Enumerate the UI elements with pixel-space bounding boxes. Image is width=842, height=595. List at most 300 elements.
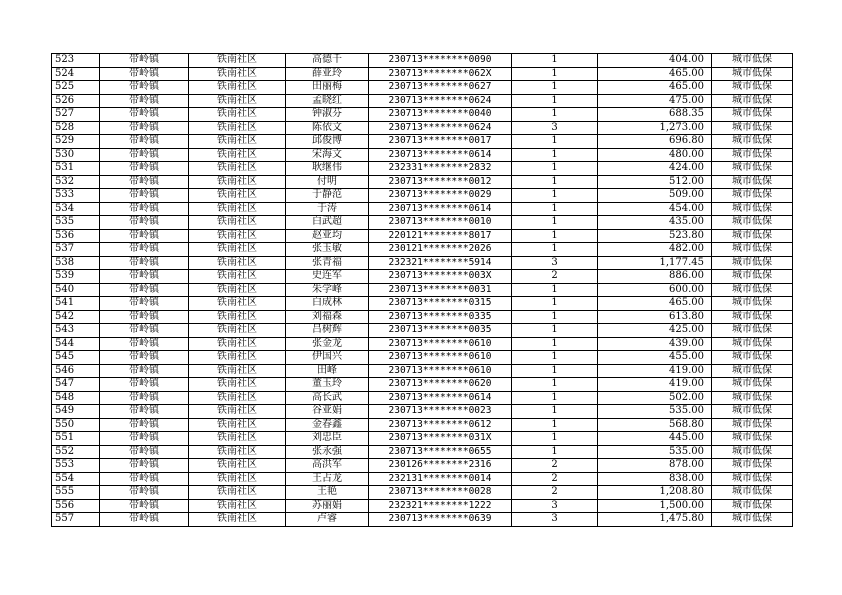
household-count-cell: 1: [512, 243, 598, 257]
household-count-cell: 1: [512, 229, 598, 243]
row-number-cell: 534: [52, 202, 100, 216]
amount-cell: 523.80: [598, 229, 712, 243]
table-row: [52, 162, 793, 176]
id-number-cell: 232131********0014: [369, 472, 512, 486]
id-number-cell: 230713********0035: [369, 324, 512, 338]
household-count-cell: 1: [512, 67, 598, 81]
community-cell: 铁南社区: [189, 283, 286, 297]
name-cell: 卢睿: [286, 513, 369, 527]
community-cell: 铁南社区: [189, 81, 286, 95]
table-row: [52, 270, 793, 284]
id-number-cell: 230713********0012: [369, 175, 512, 189]
id-number-cell: 230713********0031: [369, 283, 512, 297]
town-cell: 带岭镇: [100, 486, 189, 500]
household-count-cell: 1: [512, 445, 598, 459]
row-number-cell: 552: [52, 445, 100, 459]
town-cell: 带岭镇: [100, 216, 189, 230]
row-number-cell: 536: [52, 229, 100, 243]
amount-cell: 878.00: [598, 459, 712, 473]
table-row: [52, 135, 793, 149]
row-number-cell: 543: [52, 324, 100, 338]
id-number-cell: 230126********2316: [369, 459, 512, 473]
name-cell: 于静范: [286, 189, 369, 203]
assistance-type-cell: 城市低保: [712, 162, 793, 176]
table-row: [52, 54, 793, 68]
town-cell: 带岭镇: [100, 310, 189, 324]
amount-cell: 439.00: [598, 337, 712, 351]
household-count-cell: 1: [512, 324, 598, 338]
amount-cell: 454.00: [598, 202, 712, 216]
town-cell: 带岭镇: [100, 229, 189, 243]
assistance-type-cell: 城市低保: [712, 391, 793, 405]
household-count-cell: 1: [512, 297, 598, 311]
town-cell: 带岭镇: [100, 81, 189, 95]
community-cell: 铁南社区: [189, 216, 286, 230]
town-cell: 带岭镇: [100, 445, 189, 459]
town-cell: 带岭镇: [100, 351, 189, 365]
name-cell: 高洪军: [286, 459, 369, 473]
row-number-cell: 549: [52, 405, 100, 419]
id-number-cell: 230713********0017: [369, 135, 512, 149]
amount-cell: 435.00: [598, 216, 712, 230]
assistance-type-cell: 城市低保: [712, 324, 793, 338]
assistance-type-cell: 城市低保: [712, 310, 793, 324]
assistance-type-cell: 城市低保: [712, 459, 793, 473]
row-number-cell: 545: [52, 351, 100, 365]
assistance-type-cell: 城市低保: [712, 189, 793, 203]
amount-cell: 1,500.00: [598, 499, 712, 513]
row-number-cell: 523: [52, 54, 100, 68]
amount-cell: 535.00: [598, 405, 712, 419]
id-number-cell: 220121********8017: [369, 229, 512, 243]
name-cell: 田峰: [286, 364, 369, 378]
amount-cell: 886.00: [598, 270, 712, 284]
household-count-cell: 1: [512, 135, 598, 149]
community-cell: 铁南社区: [189, 162, 286, 176]
table-row: [52, 418, 793, 432]
name-cell: 谷亚娟: [286, 405, 369, 419]
household-count-cell: 2: [512, 486, 598, 500]
row-number-cell: 538: [52, 256, 100, 270]
community-cell: 铁南社区: [189, 310, 286, 324]
name-cell: 张玉敏: [286, 243, 369, 257]
table-row: [52, 297, 793, 311]
name-cell: 苏丽娟: [286, 499, 369, 513]
row-number-cell: 553: [52, 459, 100, 473]
community-cell: 铁南社区: [189, 54, 286, 68]
amount-cell: 445.00: [598, 432, 712, 446]
community-cell: 铁南社区: [189, 513, 286, 527]
community-cell: 铁南社区: [189, 351, 286, 365]
id-number-cell: 230121********2026: [369, 243, 512, 257]
name-cell: 付明: [286, 175, 369, 189]
amount-cell: 475.00: [598, 94, 712, 108]
amount-cell: 696.80: [598, 135, 712, 149]
amount-cell: 424.00: [598, 162, 712, 176]
amount-cell: 465.00: [598, 297, 712, 311]
town-cell: 带岭镇: [100, 148, 189, 162]
household-count-cell: 3: [512, 121, 598, 135]
row-number-cell: 546: [52, 364, 100, 378]
assistance-type-cell: 城市低保: [712, 135, 793, 149]
name-cell: 刘忠臣: [286, 432, 369, 446]
assistance-type-cell: 城市低保: [712, 270, 793, 284]
assistance-type-cell: 城市低保: [712, 337, 793, 351]
row-number-cell: 540: [52, 283, 100, 297]
table-row: [52, 445, 793, 459]
amount-cell: 404.00: [598, 54, 712, 68]
amount-cell: 482.00: [598, 243, 712, 257]
amount-cell: 419.00: [598, 378, 712, 392]
amount-cell: 568.80: [598, 418, 712, 432]
relief-roster-table: [51, 53, 793, 527]
assistance-type-cell: 城市低保: [712, 175, 793, 189]
id-number-cell: 230713********0610: [369, 337, 512, 351]
assistance-type-cell: 城市低保: [712, 148, 793, 162]
town-cell: 带岭镇: [100, 121, 189, 135]
community-cell: 铁南社区: [189, 121, 286, 135]
table-row: [52, 175, 793, 189]
id-number-cell: 230713********0627: [369, 81, 512, 95]
town-cell: 带岭镇: [100, 54, 189, 68]
community-cell: 铁南社区: [189, 270, 286, 284]
town-cell: 带岭镇: [100, 297, 189, 311]
name-cell: 张永强: [286, 445, 369, 459]
row-number-cell: 539: [52, 270, 100, 284]
household-count-cell: 1: [512, 81, 598, 95]
row-number-cell: 532: [52, 175, 100, 189]
community-cell: 铁南社区: [189, 405, 286, 419]
table-row: [52, 229, 793, 243]
table-row: [52, 432, 793, 446]
name-cell: 白成林: [286, 297, 369, 311]
id-number-cell: 230713********0610: [369, 351, 512, 365]
table-row: [52, 486, 793, 500]
row-number-cell: 547: [52, 378, 100, 392]
community-cell: 铁南社区: [189, 175, 286, 189]
name-cell: 陈依文: [286, 121, 369, 135]
row-number-cell: 528: [52, 121, 100, 135]
household-count-cell: 1: [512, 54, 598, 68]
row-number-cell: 527: [52, 108, 100, 122]
table-row: [52, 148, 793, 162]
town-cell: 带岭镇: [100, 418, 189, 432]
name-cell: 伊国兴: [286, 351, 369, 365]
row-number-cell: 551: [52, 432, 100, 446]
assistance-type-cell: 城市低保: [712, 67, 793, 81]
community-cell: 铁南社区: [189, 67, 286, 81]
assistance-type-cell: 城市低保: [712, 351, 793, 365]
household-count-cell: 1: [512, 94, 598, 108]
amount-cell: 600.00: [598, 283, 712, 297]
amount-cell: 688.35: [598, 108, 712, 122]
id-number-cell: 230713********031X: [369, 432, 512, 446]
table-row: [52, 94, 793, 108]
table-row: [52, 81, 793, 95]
town-cell: 带岭镇: [100, 270, 189, 284]
amount-cell: 419.00: [598, 364, 712, 378]
name-cell: 薛亚玲: [286, 67, 369, 81]
household-count-cell: 1: [512, 378, 598, 392]
row-number-cell: 554: [52, 472, 100, 486]
assistance-type-cell: 城市低保: [712, 81, 793, 95]
table-row: [52, 499, 793, 513]
name-cell: 金春鑫: [286, 418, 369, 432]
assistance-type-cell: 城市低保: [712, 499, 793, 513]
name-cell: 吕树辉: [286, 324, 369, 338]
row-number-cell: 550: [52, 418, 100, 432]
name-cell: 白武超: [286, 216, 369, 230]
name-cell: 于涛: [286, 202, 369, 216]
community-cell: 铁南社区: [189, 94, 286, 108]
table-row: [52, 513, 793, 527]
community-cell: 铁南社区: [189, 378, 286, 392]
household-count-cell: 2: [512, 459, 598, 473]
name-cell: 邱俊博: [286, 135, 369, 149]
town-cell: 带岭镇: [100, 459, 189, 473]
table-row: [52, 283, 793, 297]
amount-cell: 1,475.80: [598, 513, 712, 527]
amount-cell: 535.00: [598, 445, 712, 459]
table-row: [52, 405, 793, 419]
community-cell: 铁南社区: [189, 297, 286, 311]
name-cell: 朱学峰: [286, 283, 369, 297]
town-cell: 带岭镇: [100, 202, 189, 216]
assistance-type-cell: 城市低保: [712, 513, 793, 527]
town-cell: 带岭镇: [100, 256, 189, 270]
row-number-cell: 555: [52, 486, 100, 500]
household-count-cell: 1: [512, 216, 598, 230]
household-count-cell: 1: [512, 337, 598, 351]
row-number-cell: 548: [52, 391, 100, 405]
community-cell: 铁南社区: [189, 364, 286, 378]
table-row: [52, 189, 793, 203]
id-number-cell: 230713********0315: [369, 297, 512, 311]
household-count-cell: 1: [512, 418, 598, 432]
name-cell: 赵亚均: [286, 229, 369, 243]
town-cell: 带岭镇: [100, 432, 189, 446]
assistance-type-cell: 城市低保: [712, 378, 793, 392]
household-count-cell: 1: [512, 202, 598, 216]
id-number-cell: 232331********2832: [369, 162, 512, 176]
id-number-cell: 230713********062X: [369, 67, 512, 81]
row-number-cell: 524: [52, 67, 100, 81]
assistance-type-cell: 城市低保: [712, 216, 793, 230]
assistance-type-cell: 城市低保: [712, 297, 793, 311]
id-number-cell: 232321********1222: [369, 499, 512, 513]
row-number-cell: 544: [52, 337, 100, 351]
assistance-type-cell: 城市低保: [712, 486, 793, 500]
town-cell: 带岭镇: [100, 162, 189, 176]
id-number-cell: 230713********0624: [369, 94, 512, 108]
row-number-cell: 537: [52, 243, 100, 257]
household-count-cell: 1: [512, 148, 598, 162]
id-number-cell: 230713********0614: [369, 391, 512, 405]
amount-cell: 613.80: [598, 310, 712, 324]
table-row: [52, 324, 793, 338]
name-cell: 田丽梅: [286, 81, 369, 95]
household-count-cell: 1: [512, 432, 598, 446]
row-number-cell: 541: [52, 297, 100, 311]
town-cell: 带岭镇: [100, 108, 189, 122]
id-number-cell: 230713********0624: [369, 121, 512, 135]
household-count-cell: 1: [512, 108, 598, 122]
row-number-cell: 556: [52, 499, 100, 513]
id-number-cell: 230713********0335: [369, 310, 512, 324]
community-cell: 铁南社区: [189, 391, 286, 405]
town-cell: 带岭镇: [100, 94, 189, 108]
table-row: [52, 337, 793, 351]
household-count-cell: 3: [512, 499, 598, 513]
table-row: [52, 202, 793, 216]
assistance-type-cell: 城市低保: [712, 418, 793, 432]
assistance-type-cell: 城市低保: [712, 445, 793, 459]
id-number-cell: 230713********0610: [369, 364, 512, 378]
town-cell: 带岭镇: [100, 135, 189, 149]
name-cell: 高德千: [286, 54, 369, 68]
household-count-cell: 1: [512, 391, 598, 405]
town-cell: 带岭镇: [100, 283, 189, 297]
name-cell: 张金龙: [286, 337, 369, 351]
town-cell: 带岭镇: [100, 364, 189, 378]
name-cell: 王占龙: [286, 472, 369, 486]
community-cell: 铁南社区: [189, 486, 286, 500]
community-cell: 铁南社区: [189, 432, 286, 446]
community-cell: 铁南社区: [189, 418, 286, 432]
amount-cell: 455.00: [598, 351, 712, 365]
table-row: [52, 459, 793, 473]
town-cell: 带岭镇: [100, 337, 189, 351]
assistance-type-cell: 城市低保: [712, 94, 793, 108]
town-cell: 带岭镇: [100, 243, 189, 257]
id-number-cell: 230713********003X: [369, 270, 512, 284]
amount-cell: 465.00: [598, 81, 712, 95]
amount-cell: 509.00: [598, 189, 712, 203]
table-row: [52, 256, 793, 270]
row-number-cell: 557: [52, 513, 100, 527]
town-cell: 带岭镇: [100, 405, 189, 419]
table-row: [52, 391, 793, 405]
table-row: [52, 108, 793, 122]
table-row: [52, 67, 793, 81]
household-count-cell: 1: [512, 405, 598, 419]
assistance-type-cell: 城市低保: [712, 202, 793, 216]
town-cell: 带岭镇: [100, 324, 189, 338]
assistance-type-cell: 城市低保: [712, 432, 793, 446]
row-number-cell: 525: [52, 81, 100, 95]
name-cell: 王艳: [286, 486, 369, 500]
assistance-type-cell: 城市低保: [712, 256, 793, 270]
table-row: [52, 243, 793, 257]
household-count-cell: 1: [512, 162, 598, 176]
id-number-cell: 230713********0028: [369, 486, 512, 500]
name-cell: 高长武: [286, 391, 369, 405]
town-cell: 带岭镇: [100, 189, 189, 203]
community-cell: 铁南社区: [189, 229, 286, 243]
table-body: [52, 54, 793, 527]
row-number-cell: 526: [52, 94, 100, 108]
household-count-cell: 2: [512, 472, 598, 486]
community-cell: 铁南社区: [189, 256, 286, 270]
household-count-cell: 1: [512, 364, 598, 378]
assistance-type-cell: 城市低保: [712, 472, 793, 486]
name-cell: 史连军: [286, 270, 369, 284]
amount-cell: 512.00: [598, 175, 712, 189]
id-number-cell: 230713********0040: [369, 108, 512, 122]
name-cell: 刘福森: [286, 310, 369, 324]
id-number-cell: 230713********0620: [369, 378, 512, 392]
assistance-type-cell: 城市低保: [712, 229, 793, 243]
name-cell: 张青福: [286, 256, 369, 270]
community-cell: 铁南社区: [189, 445, 286, 459]
amount-cell: 425.00: [598, 324, 712, 338]
id-number-cell: 232321********5914: [369, 256, 512, 270]
household-count-cell: 3: [512, 256, 598, 270]
table-row: [52, 364, 793, 378]
household-count-cell: 2: [512, 270, 598, 284]
id-number-cell: 230713********0090: [369, 54, 512, 68]
table-row: [52, 472, 793, 486]
household-count-cell: 1: [512, 310, 598, 324]
town-cell: 带岭镇: [100, 391, 189, 405]
amount-cell: 1,273.00: [598, 121, 712, 135]
assistance-type-cell: 城市低保: [712, 108, 793, 122]
table-row: [52, 121, 793, 135]
name-cell: 董玉玲: [286, 378, 369, 392]
row-number-cell: 542: [52, 310, 100, 324]
assistance-type-cell: 城市低保: [712, 243, 793, 257]
amount-cell: 1,177.45: [598, 256, 712, 270]
community-cell: 铁南社区: [189, 189, 286, 203]
community-cell: 铁南社区: [189, 472, 286, 486]
town-cell: 带岭镇: [100, 175, 189, 189]
table-row: [52, 351, 793, 365]
row-number-cell: 531: [52, 162, 100, 176]
id-number-cell: 230713********0612: [369, 418, 512, 432]
town-cell: 带岭镇: [100, 499, 189, 513]
id-number-cell: 230713********0023: [369, 405, 512, 419]
name-cell: 耿继伟: [286, 162, 369, 176]
assistance-type-cell: 城市低保: [712, 54, 793, 68]
amount-cell: 838.00: [598, 472, 712, 486]
community-cell: 铁南社区: [189, 135, 286, 149]
assistance-type-cell: 城市低保: [712, 283, 793, 297]
id-number-cell: 230713********0010: [369, 216, 512, 230]
community-cell: 铁南社区: [189, 499, 286, 513]
id-number-cell: 230713********0029: [369, 189, 512, 203]
community-cell: 铁南社区: [189, 459, 286, 473]
assistance-type-cell: 城市低保: [712, 405, 793, 419]
id-number-cell: 230713********0614: [369, 202, 512, 216]
name-cell: 孟晓红: [286, 94, 369, 108]
community-cell: 铁南社区: [189, 337, 286, 351]
community-cell: 铁南社区: [189, 324, 286, 338]
community-cell: 铁南社区: [189, 243, 286, 257]
amount-cell: 502.00: [598, 391, 712, 405]
table-row: [52, 378, 793, 392]
name-cell: 钟淑芬: [286, 108, 369, 122]
community-cell: 铁南社区: [189, 108, 286, 122]
household-count-cell: 1: [512, 351, 598, 365]
amount-cell: 1,208.80: [598, 486, 712, 500]
household-count-cell: 1: [512, 175, 598, 189]
town-cell: 带岭镇: [100, 513, 189, 527]
row-number-cell: 535: [52, 216, 100, 230]
row-number-cell: 529: [52, 135, 100, 149]
amount-cell: 465.00: [598, 67, 712, 81]
town-cell: 带岭镇: [100, 472, 189, 486]
household-count-cell: 1: [512, 189, 598, 203]
